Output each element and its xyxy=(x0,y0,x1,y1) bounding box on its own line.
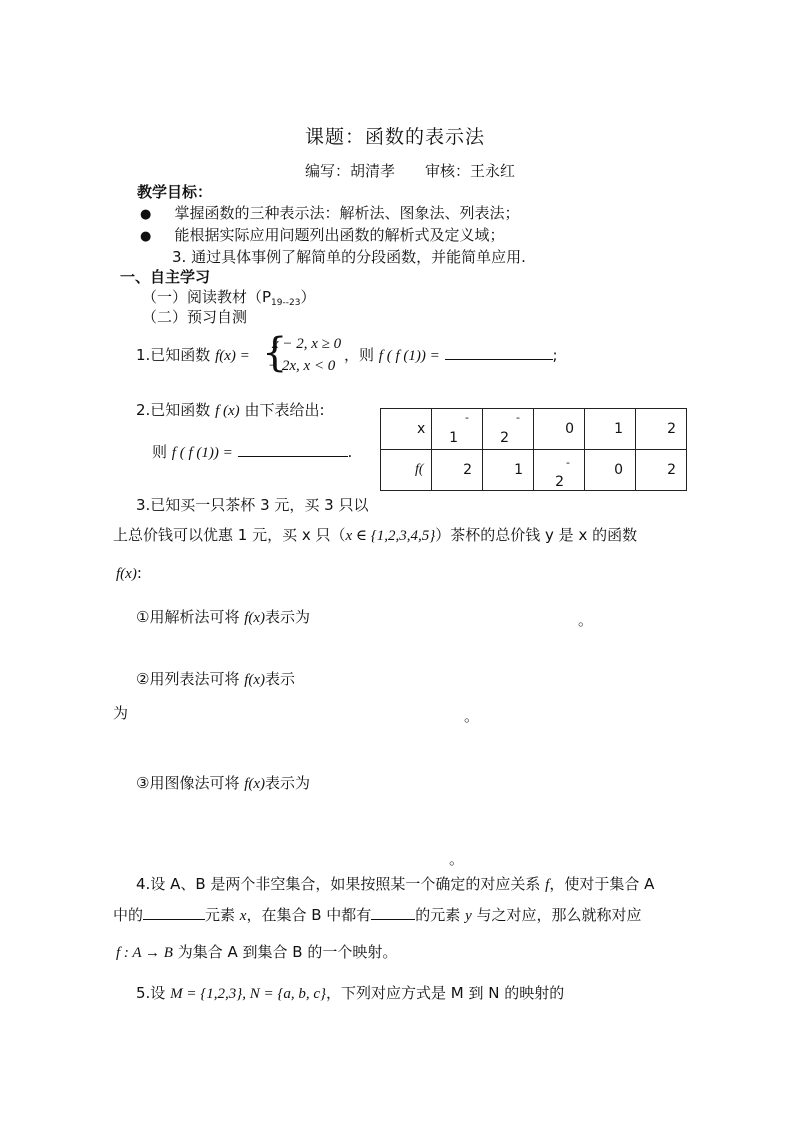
end-mark: 。 xyxy=(464,707,480,725)
goal-3-text: 3. 通过具体事例了解简单的分段函数，并能简单应用. xyxy=(172,248,526,266)
goals-heading: 教学目标： xyxy=(137,183,213,201)
table-cell: - 1 xyxy=(432,409,483,450)
table-cell: - 2 xyxy=(534,450,585,491)
table-cell: - 2 xyxy=(483,409,534,450)
sub-heading-2: （二）预习自测 xyxy=(142,308,248,326)
table-cell: 0 xyxy=(585,450,636,491)
table-row xyxy=(381,450,687,491)
answer-blank[interactable] xyxy=(143,905,205,920)
case-1: x − 2, x ≥ 0 xyxy=(272,336,342,352)
table-cell: 1 xyxy=(585,409,636,450)
question-1: 1.已知函数 f(x) = xyxy=(136,346,250,364)
table-cell: 1 xyxy=(483,450,534,491)
bullet-icon: ● xyxy=(140,207,152,222)
table-row xyxy=(381,409,687,450)
method-analytic: ①用解析法可将 f(x)表示为 xyxy=(136,608,311,626)
sub-heading-1: （一）阅读教材$(P_{19--23})$ xyxy=(142,288,316,308)
question-3-line-2: 上总价钱可以优惠 1 元，买 x 只（x ∈ {1,2,3,4,5}）茶杯的总价钱 y 是 x 的函数 xyxy=(113,526,638,544)
table-cell: x xyxy=(381,409,432,450)
answer-blank[interactable] xyxy=(371,905,415,920)
page-range: 19--23 xyxy=(271,298,301,308)
bullet-icon: ● xyxy=(140,229,152,244)
table-cell: 0 xyxy=(534,409,585,450)
question-5: 5.设 M = {1,2,3}, N = {a, b, c}，下列对应方式是 M 到 N 的映射的 xyxy=(136,984,565,1002)
answer-blank[interactable] xyxy=(445,345,553,360)
goal-1 xyxy=(140,202,519,223)
question-4-line-1: 4.设 A、B 是两个非空集合，如果按照某一个确定的对应关系 f，使对于集合 A xyxy=(136,875,655,893)
end-mark: 。 xyxy=(449,850,465,868)
answer-blank[interactable] xyxy=(238,442,348,457)
goal-1-text: 掌握函数的三种表示法：解析法、图象法、列表法； xyxy=(174,204,520,222)
question-2: 2.已知函数 f (x) 由下表给出: xyxy=(136,401,325,419)
authors-line: 编写：胡清孝 审核：王永红 xyxy=(305,162,516,180)
method-table: ②用列表法可将 f(x)表示 xyxy=(136,670,296,688)
section-heading: 一、自主学习 xyxy=(120,268,211,286)
question-4-line-2: 中的 元素 x，在集合 B 中都有 的元素 y 与之对应，那么就称对应 xyxy=(113,906,642,924)
method-graph: ③用图像法可将 f(x)表示为 xyxy=(136,774,311,792)
goal-2-text: 能根据实际应用问题列出函数的解析式及定义域； xyxy=(174,226,505,244)
table-cell: 2 xyxy=(636,450,687,491)
page-title: 课题：函数的表示法 xyxy=(305,126,486,148)
brace-icon: { xyxy=(262,330,288,376)
value-table xyxy=(380,408,687,491)
question-3-line-3: f(x): xyxy=(116,564,142,582)
case-2: − 2x, x < 0 xyxy=(268,358,336,374)
table-cell: 2 xyxy=(636,409,687,450)
end-mark: 。 xyxy=(578,611,594,629)
question-1-tail: ，则 f ( f (1)) = ; xyxy=(344,346,558,364)
question-3-line-1: 3.已知买一只茶杯 3 元，买 3 只以 xyxy=(136,496,369,514)
question-4-line-3: f : A → B 为集合 A 到集合 B 的一个映射。 xyxy=(116,943,398,961)
question-2-answer: 则 f ( f (1)) = . xyxy=(152,443,353,461)
table-cell: f( xyxy=(381,450,432,491)
method-table-cont: 为 xyxy=(113,704,129,722)
goal-2 xyxy=(140,224,504,245)
table-cell: 2 xyxy=(432,450,483,491)
